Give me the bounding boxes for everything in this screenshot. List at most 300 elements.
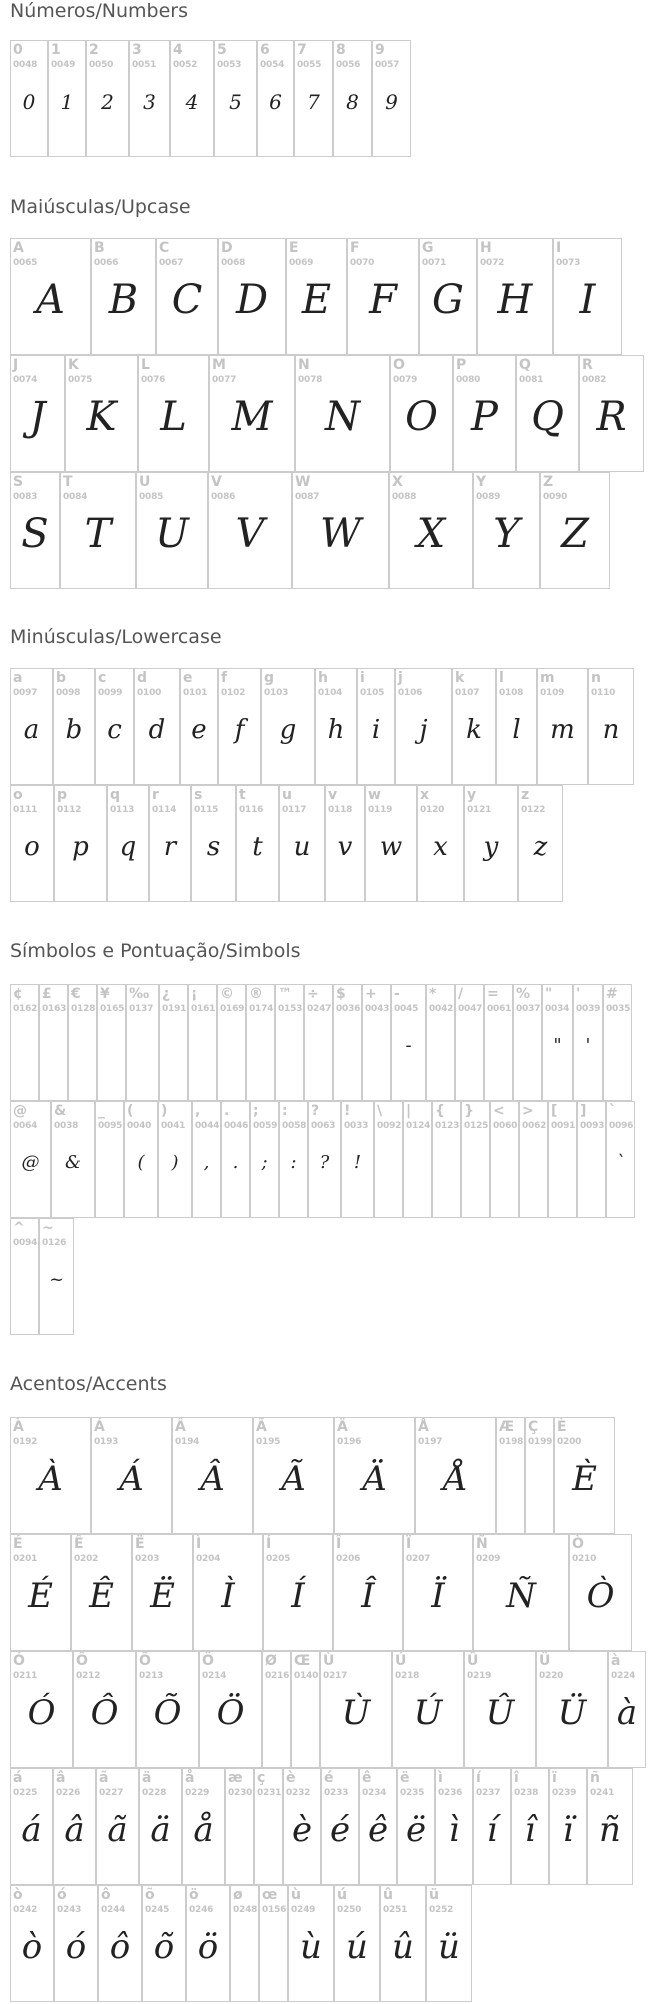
glyph-label: T — [63, 474, 73, 490]
glyph-label: Ò — [572, 1536, 584, 1552]
glyph-code: 0098 — [56, 688, 81, 698]
glyph-cell — [588, 668, 634, 785]
glyph-code: 0235 — [400, 1788, 425, 1798]
glyph-code: 0064 — [13, 1121, 38, 1131]
glyph-label: q — [110, 787, 121, 803]
glyph-cell — [132, 1534, 193, 1651]
glyph-code: 0084 — [63, 492, 88, 502]
glyph-preview: á — [21, 1810, 42, 1851]
glyph-preview: D — [235, 277, 269, 323]
glyph-code: 0242 — [13, 1905, 38, 1915]
glyph-label: ï — [552, 1770, 557, 1786]
glyph-label: 6 — [260, 42, 270, 58]
glyph-code: 0058 — [282, 1121, 307, 1131]
glyph-preview: Z — [561, 511, 589, 557]
glyph-code: 0234 — [362, 1788, 387, 1798]
glyph-cell — [333, 984, 362, 1101]
glyph-cell — [333, 40, 372, 157]
glyph-cell — [191, 785, 236, 902]
glyph-label: 7 — [297, 42, 307, 58]
glyph-preview: J — [29, 394, 46, 440]
glyph-label: Û — [467, 1653, 479, 1669]
glyph-code: 0073 — [556, 258, 581, 268]
glyph-cell — [10, 40, 48, 157]
glyph-code: 0035 — [606, 1004, 631, 1014]
glyph-code: 0163 — [42, 1004, 67, 1014]
glyph-preview: " — [553, 1035, 562, 1057]
glyph-preview: e — [191, 714, 207, 745]
glyph-preview: Å — [443, 1459, 468, 1500]
glyph-code: 0107 — [455, 688, 480, 698]
glyph-preview: 7 — [307, 90, 320, 114]
glyph-label: Á — [94, 1419, 105, 1435]
glyph-label: ã — [99, 1770, 109, 1786]
glyph-cell — [294, 40, 333, 157]
glyph-code: 0110 — [591, 688, 616, 698]
glyph-code: 0121 — [467, 805, 492, 815]
glyph-label: æ — [228, 1770, 243, 1786]
glyph-preview: Ó — [27, 1693, 56, 1734]
glyph-cell — [511, 1768, 549, 1885]
glyph-cell — [540, 472, 610, 589]
glyph-code: 0115 — [194, 805, 219, 815]
glyph-label: G — [422, 240, 434, 256]
glyph-preview: Î — [361, 1576, 375, 1617]
glyph-cell — [129, 40, 170, 157]
glyph-preview: ñ — [599, 1810, 621, 1851]
glyph-code: 0085 — [139, 492, 164, 502]
glyph-label: Z — [543, 474, 554, 490]
glyph-label: @ — [13, 1103, 27, 1119]
glyph-code: 0193 — [94, 1437, 119, 1447]
glyph-cell — [395, 668, 452, 785]
glyph-code: 0252 — [429, 1905, 454, 1915]
glyph-label: Î — [336, 1536, 342, 1552]
glyph-cell — [516, 355, 579, 472]
glyph-label: ó — [57, 1887, 67, 1903]
glyph-preview: T — [84, 511, 112, 557]
section-heading: Números/Numbers — [10, 0, 188, 22]
glyph-code: 0104 — [318, 688, 343, 698]
glyph-code: 0204 — [196, 1554, 221, 1564]
glyph-code: 0087 — [295, 492, 320, 502]
glyph-preview: 1 — [60, 90, 74, 114]
glyph-cell — [525, 1417, 554, 1534]
glyph-preview: : — [290, 1152, 297, 1174]
glyph-label: z — [521, 787, 530, 803]
glyph-code: 0196 — [337, 1437, 362, 1447]
glyph-label: 8 — [336, 42, 346, 58]
glyph-label: ` — [609, 1103, 616, 1119]
glyph-label: ! — [344, 1103, 351, 1119]
glyph-cell — [496, 668, 537, 785]
glyph-cell — [186, 1885, 230, 2002]
glyph-label: A — [13, 240, 24, 256]
glyph-code: 0218 — [395, 1671, 420, 1681]
glyph-cell — [193, 1534, 263, 1651]
glyph-label: Ø — [265, 1653, 277, 1669]
glyph-label: " — [545, 986, 553, 1002]
glyph-cell — [246, 984, 275, 1101]
glyph-label: ¡ — [191, 986, 198, 1002]
section-heading: Maiúsculas/Upcase — [10, 196, 191, 218]
glyph-preview: u — [293, 831, 311, 862]
glyph-label: Ô — [76, 1653, 88, 1669]
glyph-label: v — [328, 787, 338, 803]
glyph-cell — [496, 1417, 525, 1534]
glyph-preview: N — [325, 394, 360, 440]
glyph-label: Ä — [337, 1419, 348, 1435]
glyph-cell — [98, 1885, 142, 2002]
glyph-code: 0169 — [220, 1004, 245, 1014]
glyph-label: w — [368, 787, 381, 803]
glyph-preview: v — [337, 831, 353, 862]
glyph-cell — [73, 1651, 136, 1768]
glyph-preview: h — [327, 714, 345, 745]
glyph-code: 0213 — [139, 1671, 164, 1681]
glyph-preview: ë — [405, 1810, 427, 1851]
glyph-cell — [199, 1651, 262, 1768]
glyph-label: O — [393, 357, 405, 373]
glyph-cell — [54, 1885, 98, 2002]
glyph-code: 0194 — [175, 1437, 200, 1447]
glyph-preview: I — [579, 277, 596, 323]
glyph-cell — [315, 668, 357, 785]
glyph-label: & — [54, 1103, 67, 1119]
glyph-code: 0088 — [392, 492, 417, 502]
glyph-label: ü — [429, 1887, 439, 1903]
glyph-preview: 6 — [269, 90, 282, 114]
glyph-code: 0162 — [13, 1004, 38, 1014]
glyph-code: 0067 — [159, 258, 184, 268]
glyph-label: $ — [336, 986, 346, 1002]
glyph-cell — [283, 1768, 321, 1885]
glyph-code: 0062 — [522, 1121, 547, 1131]
glyph-preview: n — [602, 714, 620, 745]
glyph-preview: é — [329, 1810, 351, 1851]
glyph-code: 0174 — [249, 1004, 274, 1014]
section-heading: Minúsculas/Lowercase — [10, 626, 222, 648]
glyph-code: 0236 — [438, 1788, 463, 1798]
glyph-code: 0037 — [516, 1004, 541, 1014]
section-heading: Acentos/Accents — [10, 1373, 167, 1395]
glyph-code: 0045 — [394, 1004, 419, 1014]
glyph-cell — [10, 1768, 53, 1885]
glyph-cell — [65, 355, 138, 472]
glyph-preview: M — [231, 394, 273, 440]
glyph-preview: Û — [485, 1693, 515, 1734]
glyph-code: 0076 — [141, 375, 166, 385]
glyph-code: 0201 — [13, 1554, 38, 1564]
glyph-code: 0197 — [418, 1437, 443, 1447]
glyph-cell — [341, 1101, 374, 1218]
glyph-code: 0099 — [98, 688, 123, 698]
glyph-cell — [389, 472, 473, 589]
glyph-label: Õ — [139, 1653, 151, 1669]
glyph-label: ÷ — [307, 986, 319, 1002]
glyph-code: 0082 — [582, 375, 607, 385]
glyph-cell — [608, 1651, 646, 1768]
glyph-cell — [10, 355, 65, 472]
glyph-preview: ú — [346, 1927, 368, 1968]
glyph-preview: 5 — [229, 90, 242, 114]
glyph-cell — [68, 984, 97, 1101]
glyph-code: 0249 — [291, 1905, 316, 1915]
glyph-cell — [10, 1651, 73, 1768]
glyph-preview: ô — [109, 1927, 131, 1968]
glyph-label: Ó — [13, 1653, 25, 1669]
glyph-code: 0070 — [350, 258, 375, 268]
glyph-preview: Â — [200, 1459, 225, 1500]
glyph-cell — [158, 1101, 192, 1218]
glyph-label: g — [264, 670, 275, 686]
glyph-label: Œ — [294, 1653, 311, 1669]
glyph-code: 0216 — [265, 1671, 290, 1681]
glyph-code: 0049 — [51, 60, 76, 70]
glyph-code: 0048 — [13, 60, 38, 70]
glyph-cell — [10, 984, 39, 1101]
glyph-cell — [419, 238, 477, 355]
glyph-label: Ï — [406, 1536, 412, 1552]
glyph-cell — [308, 1101, 341, 1218]
glyph-code: 0091 — [551, 1121, 576, 1131]
glyph-preview: V — [235, 511, 265, 557]
glyph-preview: Ë — [150, 1576, 175, 1617]
glyph-cell — [54, 785, 107, 902]
glyph-code: 0046 — [224, 1121, 249, 1131]
glyph-code: 0219 — [467, 1671, 492, 1681]
glyph-label: õ — [145, 1887, 155, 1903]
glyph-code: 0122 — [521, 805, 546, 815]
glyph-preview: ~ — [48, 1269, 65, 1291]
glyph-label: ò — [13, 1887, 23, 1903]
glyph-label: - — [394, 986, 400, 1002]
glyph-code: 0100 — [137, 688, 162, 698]
glyph-cell — [484, 984, 513, 1101]
glyph-preview: È — [572, 1459, 597, 1500]
glyph-cell — [569, 1534, 632, 1651]
glyph-cell — [10, 1417, 91, 1534]
glyph-cell — [261, 668, 315, 785]
glyph-preview: j — [419, 714, 428, 745]
glyph-preview: R — [596, 394, 627, 440]
glyph-cell — [347, 238, 419, 355]
glyph-preview: Õ — [153, 1693, 182, 1734]
glyph-cell — [60, 472, 136, 589]
glyph-label: x — [420, 787, 430, 803]
glyph-preview: w — [379, 831, 403, 862]
glyph-cell — [365, 785, 417, 902]
glyph-cell — [136, 472, 208, 589]
glyph-label: 4 — [173, 42, 183, 58]
glyph-label: ä — [142, 1770, 152, 1786]
glyph-preview: í — [486, 1810, 498, 1851]
glyph-label: ø — [233, 1887, 243, 1903]
glyph-preview: l — [512, 714, 521, 745]
glyph-preview: ä — [150, 1810, 171, 1851]
glyph-code: 0089 — [476, 492, 501, 502]
glyph-label: \ — [377, 1103, 383, 1119]
glyph-cell — [392, 1651, 464, 1768]
glyph-code: 0078 — [298, 375, 323, 385]
glyph-code: 0245 — [145, 1905, 170, 1915]
glyph-preview: g — [279, 714, 297, 745]
glyph-label: k — [455, 670, 465, 686]
glyph-code: 0165 — [100, 1004, 125, 1014]
glyph-label: V — [211, 474, 222, 490]
glyph-code: 0041 — [161, 1121, 186, 1131]
glyph-preview: ' — [585, 1035, 591, 1057]
glyph-cell — [156, 238, 218, 355]
glyph-code: 0212 — [76, 1671, 101, 1681]
glyph-cell — [10, 1534, 71, 1651]
glyph-preview: ù — [300, 1927, 322, 1968]
glyph-code: 0047 — [458, 1004, 483, 1014]
glyph-preview: Ö — [216, 1693, 245, 1734]
glyph-code: 0123 — [435, 1121, 460, 1131]
glyph-preview: 0 — [22, 90, 36, 114]
glyph-code: 0093 — [580, 1121, 605, 1131]
glyph-cell — [304, 984, 333, 1101]
glyph-code: 0040 — [127, 1121, 152, 1131]
glyph-preview: Ä — [362, 1459, 387, 1500]
glyph-cell — [325, 785, 365, 902]
glyph-code: 0125 — [464, 1121, 489, 1131]
glyph-label: _ — [98, 1103, 105, 1119]
glyph-preview: p — [72, 831, 89, 862]
glyph-preview: t — [252, 831, 263, 862]
glyph-label: Í — [266, 1536, 272, 1552]
glyph-code: 0086 — [211, 492, 236, 502]
glyph-label: ^ — [13, 1220, 25, 1236]
glyph-cell — [126, 984, 159, 1101]
glyph-cell — [333, 1534, 403, 1651]
glyph-code: 0114 — [152, 805, 177, 815]
glyph-cell — [253, 1417, 334, 1534]
glyph-preview: Á — [119, 1459, 144, 1500]
glyph-preview: Ü — [557, 1693, 587, 1734]
glyph-code: 0210 — [572, 1554, 597, 1564]
glyph-code: 0119 — [368, 805, 393, 815]
glyph-cell — [473, 472, 540, 589]
glyph-preview: q — [119, 831, 137, 862]
glyph-label: | — [406, 1103, 412, 1119]
glyph-code: 0225 — [13, 1788, 38, 1798]
glyph-code: 0229 — [185, 1788, 210, 1798]
glyph-cell — [139, 1768, 182, 1885]
glyph-code: 0207 — [406, 1554, 431, 1564]
glyph-cell — [218, 238, 286, 355]
glyph-code: 0053 — [217, 60, 242, 70]
glyph-cell — [96, 1768, 139, 1885]
glyph-cell — [397, 1768, 435, 1885]
glyph-cell — [435, 1768, 473, 1885]
glyph-code: 0059 — [253, 1121, 278, 1131]
glyph-cell — [250, 1101, 279, 1218]
glyph-code: 0103 — [264, 688, 289, 698]
glyph-label: ] — [580, 1103, 587, 1119]
glyph-cell — [286, 238, 347, 355]
glyph-label: 3 — [132, 42, 142, 58]
glyph-label: R — [582, 357, 593, 373]
glyph-cell — [10, 668, 53, 785]
glyph-code: 0228 — [142, 1788, 167, 1798]
glyph-cell — [172, 1417, 253, 1534]
glyph-code: 0126 — [42, 1238, 67, 1248]
glyph-cell — [86, 40, 129, 157]
glyph-preview: E — [301, 277, 332, 323]
glyph-code: 0038 — [54, 1121, 79, 1131]
glyph-label: / — [458, 986, 464, 1002]
glyph-cell — [537, 668, 588, 785]
glyph-label: I — [556, 240, 562, 256]
glyph-label: ç — [257, 1770, 266, 1786]
glyph-code: 0128 — [71, 1004, 96, 1014]
glyph-label: î — [514, 1770, 519, 1786]
glyph-code: 0251 — [383, 1905, 408, 1915]
glyph-label: f — [221, 670, 228, 686]
glyph-code: 0217 — [323, 1671, 348, 1681]
glyph-label: ¥ — [100, 986, 110, 1002]
glyph-cell — [236, 785, 279, 902]
glyph-cell — [95, 1101, 124, 1218]
glyph-cell — [542, 984, 573, 1101]
glyph-preview: Ô — [90, 1693, 119, 1734]
glyph-label: p — [57, 787, 68, 803]
glyph-preview: ? — [319, 1152, 330, 1174]
glyph-label: œ — [262, 1887, 278, 1903]
glyph-code: 0233 — [324, 1788, 349, 1798]
glyph-cell — [230, 1885, 259, 2002]
glyph-label: < — [493, 1103, 505, 1119]
glyph-cell — [334, 1885, 380, 2002]
glyph-cell — [263, 1534, 333, 1651]
glyph-label: X — [392, 474, 403, 490]
glyph-code: 0075 — [68, 375, 93, 385]
glyph-cell — [259, 1885, 288, 2002]
glyph-cell — [426, 984, 455, 1101]
glyph-code: 0116 — [239, 805, 264, 815]
glyph-code: 0156 — [262, 1905, 287, 1915]
glyph-cell — [136, 1651, 199, 1768]
glyph-label: Y — [476, 474, 487, 490]
glyph-label: } — [464, 1103, 474, 1119]
glyph-label: , — [195, 1103, 201, 1119]
glyph-label: © — [220, 986, 234, 1002]
glyph-label: ) — [161, 1103, 168, 1119]
glyph-cell — [519, 1101, 548, 1218]
glyph-preview: X — [416, 511, 446, 557]
glyph-cell — [159, 984, 188, 1101]
glyph-preview: F — [369, 277, 397, 323]
glyph-code: 0202 — [74, 1554, 99, 1564]
glyph-label: l — [499, 670, 504, 686]
glyph-cell — [275, 984, 304, 1101]
glyph-preview: y — [483, 831, 499, 862]
glyph-preview: ï — [562, 1810, 574, 1851]
glyph-preview: 3 — [143, 90, 156, 114]
glyph-label: á — [13, 1770, 23, 1786]
glyph-code: 0043 — [365, 1004, 390, 1014]
glyph-code: 0106 — [398, 688, 423, 698]
glyph-preview: U — [155, 511, 189, 557]
glyph-code: 0206 — [336, 1554, 361, 1564]
glyph-preview: å — [193, 1810, 214, 1851]
glyph-label: 9 — [375, 42, 385, 58]
glyph-preview: Ù — [341, 1693, 371, 1734]
glyph-preview: 2 — [101, 90, 114, 114]
glyph-label: C — [159, 240, 170, 256]
